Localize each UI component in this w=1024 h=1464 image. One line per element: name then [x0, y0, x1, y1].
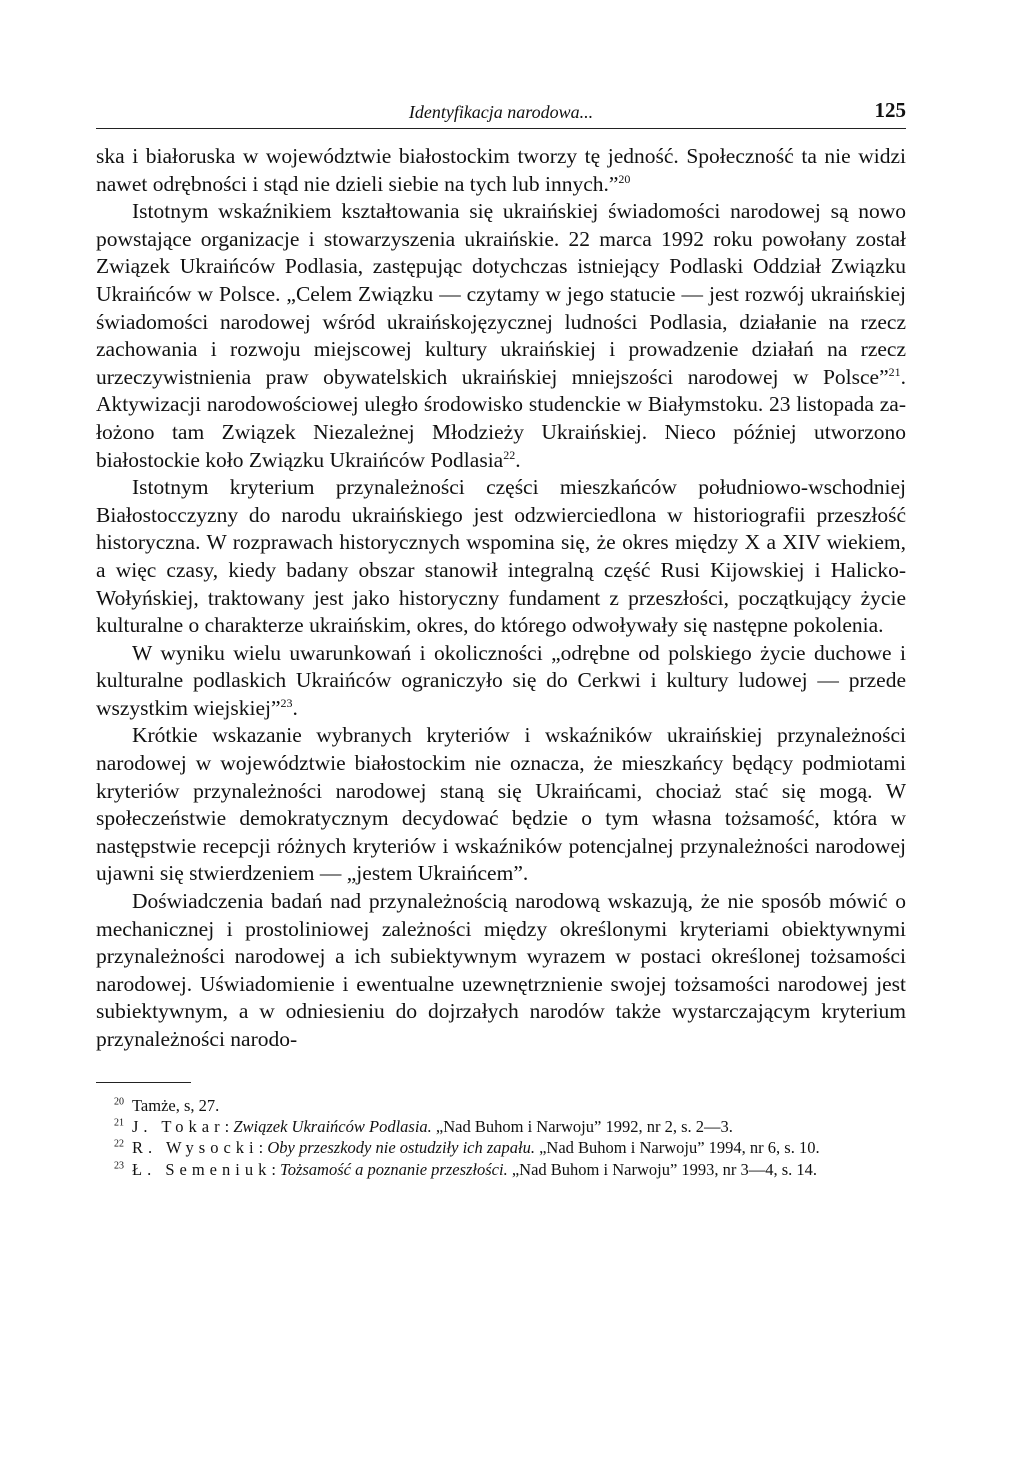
footnotes	[96, 1095, 906, 1181]
footnote-21	[96, 1116, 906, 1137]
paragraph-2-text-b: . Aktywizacji narodowościowej uległo środowisko studenckie w Białymstoku. 23 listopada założono tam Związek Niezależnej Młodzieży Ukraińskiej. Nieco później utworzono białostockie koło Związku Ukraińców Podlasia	[96, 364, 906, 472]
paragraph-5	[96, 722, 906, 888]
footnote-23	[96, 1159, 906, 1180]
footnote-number: 20	[114, 1096, 124, 1108]
running-title: Identyfikacja narodowa...	[408, 102, 594, 122]
footnote-separator: :	[258, 1138, 268, 1158]
paragraph-3-text: Istotnym kryterium przynależności części mieszkańców południowo-wschodniej Białostocczyzny do narodu ukraińskiego jest odzwierciedlona w historiografii przeszłość historyczna. W rozprawach historycznych wspomina się, że okres między X a XIV wiekiem, a więc czasy, kiedy badany obszar stanowił integralną część Rusi Kijowskiej i Halicko-Wołyńskiej, traktowany jest jako historyczny fundament z przeszłości, początkujący życie kulturalne o charakterze ukraińskim, okres, do którego odwoływały się następne pokolenia.	[96, 475, 906, 638]
footnote-author: J. Tokar	[132, 1117, 225, 1136]
paragraph-6-text: Doświadczenia badań nad przynależnością narodową wskazują, że nie sposób mówić o mechanicznej i prostoliniowej zależności między określonymi kryteriami obiektywnymi przynależności narodowej a ich subiektywnym wyrazem w postaci określonej tożsamości narodowej. Uświadomienie i ewentualne uzewnętrznienie swojej tożsamości narodowej jest subiektywnym, a w odniesieniu do dojrzałych narodów także wystarczającym kryterium przynależności narodo-	[96, 889, 906, 1051]
footnote-author: Ł. Semeniuk	[132, 1159, 272, 1179]
footnote-text: Tamże, s, 27.	[132, 1095, 220, 1115]
paragraph-4	[96, 640, 906, 723]
running-header	[96, 96, 906, 129]
paragraph-1	[96, 143, 906, 198]
footnote-separator: :	[271, 1159, 281, 1179]
footnote-separator: :	[224, 1117, 234, 1136]
footnote-ref: 21	[888, 364, 901, 379]
footnote-number: 21	[114, 1117, 124, 1129]
paragraph-2-text-c: .	[515, 447, 521, 472]
paragraph-4-text-b: .	[292, 695, 298, 720]
footnote-title: Tożsamość a poznanie przeszłości.	[280, 1159, 508, 1179]
paragraph-3	[96, 474, 906, 640]
footnote-ref: 22	[503, 447, 516, 462]
paragraph-1-text: ska i białoruska w województwie białostockim tworzy tę jedność. Społeczność ta nie widzi nawet odrębności i stąd nie dzieli siebie na tych lub innych.”	[96, 144, 906, 196]
footnote-source: „Nad Buhom i Narwoju” 1992, nr 2, s. 2—3.	[431, 1117, 733, 1136]
page-number: 125	[874, 98, 906, 122]
book-page	[96, 96, 906, 1180]
paragraph-2	[96, 198, 906, 474]
footnote-20	[96, 1095, 906, 1116]
footnote-title: Oby przeszkody nie ostudziły ich zapału.	[267, 1138, 535, 1158]
footnote-ref: 23	[280, 695, 293, 710]
footnote-divider	[96, 1082, 191, 1083]
footnote-title: Związek Ukraińców Podlasia.	[233, 1117, 432, 1136]
paragraph-6	[96, 888, 906, 1054]
footnote-number: 22	[114, 1138, 124, 1150]
footnote-22	[96, 1137, 906, 1158]
footnote-source: „Nad Buhom i Narwoju” 1993, nr 3—4, s. 14.	[507, 1159, 818, 1179]
body-text	[96, 143, 906, 1054]
paragraph-5-text: Krótkie wskazanie wybranych kryteriów i wskaźników ukraińskiej przynależności narodowej w województwie białostockim nie oznacza, że mieszkańcy będący podmiotami kryteriów przynależności narodowej staną się Ukraińcami, chociaż stać się mogą. W społeczeństwie demokratycznym decydować będzie o tym własna tożsamość, która w następstwie recepcji różnych kryteriów i wskaźników potencjalnej przynależności narodowej ujawni się stwierdzeniem — „jestem Ukraińcem”.	[96, 723, 906, 886]
footnote-ref: 20	[618, 171, 631, 186]
paragraph-2-text-a: Istotnym wskaźnikiem kształtowania się ukraińskiej świadomości narodowej są nowo powstające organizacje i stowarzyszenia ukraińskie. 22 marca 1992 roku powołany został Związek Ukraińców Podlasia, zastępując dotychczas istniejący Podlaski Oddział Związku Ukraińców w Polsce. „Celem Związku — czytamy w jego statucie — jest rozwój ukraińskiej świadomości narodowej wśród ukraińskojęzycznej ludności Podlasia, działanie na rzecz zachowania i rozwoju miejscowej kultury ukraińskiej i prowadzenie działań na rzecz urzeczywistnienia praw obywatelskich ukraińskiej mniejszości narodowej w Polsce”	[96, 199, 906, 389]
footnote-author: R. Wysocki	[132, 1138, 259, 1158]
paragraph-4-text-a: W wyniku wielu uwarunkowań i okoliczności „odrębne od polskiego życie duchowe i kulturalne podlaskich Ukraińców ograniczyło się do Cerkwi i kultury ludowej — przede wszystkim wiejskiej”	[96, 640, 906, 720]
footnote-source: „Nad Buhom i Narwoju” 1994, nr 6, s. 10.	[534, 1138, 820, 1158]
footnote-number: 23	[114, 1160, 124, 1172]
